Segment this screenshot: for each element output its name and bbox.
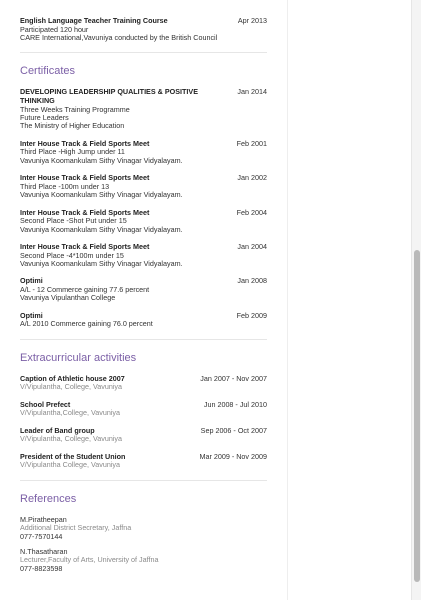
entry-title: School Prefect <box>20 399 71 409</box>
reference-phone: 077-7570144 <box>20 531 63 541</box>
section-divider <box>20 52 267 53</box>
certificate-entry <box>20 174 267 199</box>
scrollbar-thumb[interactable] <box>414 250 420 582</box>
entry-detail: Vavuniya Koomankulam Sithy Vinagar Vidyalayam. <box>20 224 183 234</box>
entry-date: Mar 2009 - Nov 2009 <box>199 451 267 461</box>
activity-entry <box>20 427 267 444</box>
reference-role: Additional District Secretary, Jaffna <box>20 523 132 533</box>
entry-date: Jan 2008 <box>237 276 267 286</box>
entry-title: Inter House Track & Field Sports Meet <box>20 207 150 217</box>
entry-title: Inter House Track & Field Sports Meet <box>20 138 150 148</box>
certificate-entry <box>20 277 267 302</box>
entry-date: Jan 2004 <box>237 242 267 252</box>
entry-date: Sep 2006 - Oct 2007 <box>200 425 267 435</box>
entry-title: Caption of Athletic house 2007 <box>20 373 125 383</box>
extracurricular-heading: Extracurricular activities <box>20 351 137 364</box>
reference-phone: 077-8823598 <box>20 563 63 573</box>
entry-date: Feb 2004 <box>236 207 267 217</box>
entry-title: Inter House Track & Field Sports Meet <box>20 173 150 183</box>
entry-detail: Vavuniya Koomankulam Sithy Vinagar Vidyalayam. <box>20 190 183 200</box>
certificates-heading: Certificates <box>20 65 76 78</box>
entry-detail: Vavuniya Koomankulam Sithy Vinagar Vidyalayam. <box>20 155 183 165</box>
certificate-entry <box>20 312 267 329</box>
entry-detail: Three Weeks Training Programme <box>20 104 130 114</box>
entry-title: Leader of Band group <box>20 425 95 435</box>
certificate-entry <box>20 209 267 234</box>
references-heading: References <box>20 492 77 505</box>
entry-detail: V/Vipulantha, College, Vavuniya <box>20 434 123 444</box>
entry-date: Feb 2001 <box>236 138 267 148</box>
training-entry <box>20 17 267 42</box>
activity-entry <box>20 401 267 418</box>
reference-role: Lecturer,Faculty of Arts, University of Jaffna <box>20 555 159 565</box>
certificate-entry <box>20 243 267 268</box>
reference-entry <box>20 548 267 573</box>
entry-detail: Third Place -100m under 13 <box>20 181 110 191</box>
entry-detail: Second Place -4*100m under 15 <box>20 250 124 260</box>
entry-title: Optimi <box>20 310 43 320</box>
entry-title: Inter House Track & Field Sports Meet <box>20 242 150 252</box>
entry-title: English Language Teacher Training Course <box>20 16 168 25</box>
entry-detail: A/L - 12 Commerce gaining 77.6 percent <box>20 285 150 295</box>
entry-detail: Vavuniya Koomankulam Sithy Vinagar Vidyalayam. <box>20 259 183 269</box>
reference-name: N.Thasatharan <box>20 547 68 557</box>
entry-detail: Future Leaders <box>20 113 69 122</box>
resume-content <box>20 17 267 580</box>
reference-entry <box>20 516 267 541</box>
entry-title: President of the Student Union <box>20 451 126 461</box>
entry-date: Feb 2009 <box>236 310 267 320</box>
entry-detail: V/Vipulantha,College, Vavuniya <box>20 408 121 418</box>
entry-date: Jan 2007 - Nov 2007 <box>200 373 267 383</box>
entry-detail: Vavuniya Vipulanthan College <box>20 293 116 303</box>
section-divider <box>20 480 267 481</box>
entry-detail: V/Vipulantha College, Vavuniya <box>20 460 121 470</box>
certificate-entry <box>20 88 267 130</box>
entry-date: Jan 2014 <box>237 87 267 97</box>
entry-detail: V/Vipulantha, College, Vavuniya <box>20 382 123 392</box>
activity-entry <box>20 453 267 470</box>
entry-detail: CARE International,Vavuniya conducted by the British Council <box>20 33 218 42</box>
page-edge-line <box>287 0 288 600</box>
entry-detail: Third Place -High Jump under 11 <box>20 147 125 157</box>
entry-detail: A/L 2010 Commerce gaining 76.0 percent <box>20 319 153 329</box>
certificate-entry <box>20 140 267 165</box>
entry-date: Apr 2013 <box>237 16 267 25</box>
entry-title: DEVELOPING LEADERSHIP QUALITIES & POSITIVE THINKING <box>20 87 198 105</box>
reference-name: M.Piratheepan <box>20 514 67 524</box>
entry-detail: The Ministry of Higher Education <box>20 121 125 131</box>
entry-detail: Second Place -Shot Put under 15 <box>20 216 127 226</box>
vertical-scrollbar[interactable] <box>411 0 421 600</box>
section-divider <box>20 339 267 340</box>
entry-date: Jun 2008 - Jul 2010 <box>203 399 267 409</box>
activity-entry <box>20 375 267 392</box>
entry-title: Optimi <box>20 276 43 286</box>
entry-date: Jan 2002 <box>237 173 267 183</box>
entry-detail: Participated 120 hour <box>20 24 89 34</box>
